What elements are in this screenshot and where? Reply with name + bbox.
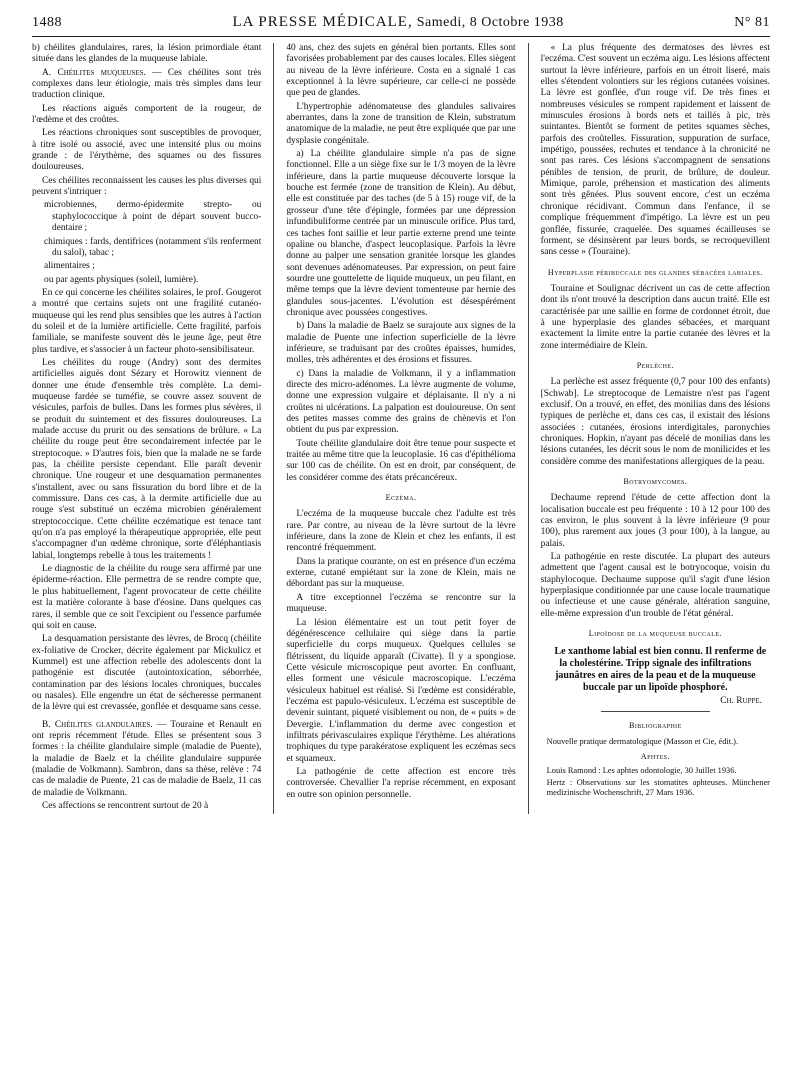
paragraph: b) chéilites glandulaires, rares, la lésion primordiale étant située dans les glandes de la muqueuse labiale. [32,43,262,65]
paragraph: La perlèche est assez fréquente (0,7 pour 100 des enfants) [Schwab]. Le streptocoque de Lemaistre n'est pas l'agent exclusif. On a trouvé, en effet, des monilias dans des lésions typiques de perlèche et, dans ces cas, il existait des lésions associées : cutanées, érosions interdigitales, paronychies chroniques. Hopkin, n'ayant pas décelé de monilias dans les lésions cutanées, les décrit sous le nom de monilicides et les considère comme des manifestations allergiques de la peau. [540,377,770,467]
section-heading: B. Chéilites glandulaires. — [42,719,167,730]
paragraph: L'hypertrophie adénomateuse des glandules salivaires aberrantes, dans la zone de transition de Klein, substratum anatomique de la maladie, ne peut être expliquée que par une dysplasie congénitale. [286,101,516,146]
paragraph: Ces affections se rencontrent surtout de 20 à [42,801,209,811]
section-heading-botryomycomes: Botryomycomes. [623,477,688,487]
list-item: alimentaires ; [44,261,95,272]
paragraph: L'eczéma de la muqueuse buccale chez l'adulte est très rare. Par contre, au niveau de la lèvre surtout de la lèvre inférieure, dans la zone de Klein et chez les enfants, il est rencontré fréquemment. [286,509,516,554]
paragraph: Les réactions aiguës comportent de la rougeur, de l'œdème et des croûtes. [32,103,262,126]
paragraph: Dechaume reprend l'étude de cette affection dont la localisation buccale est peu fréquente : 10 à 12 pour 100 des cas environ, le plus souvent à la lèvre inférieure (9 pour 100), plus rarement aux joues (3 pour 100), à la langue, au palais. [540,493,770,549]
paragraph: « La plus fréquente des dermatoses des lèvres est l'eczéma. C'est souvent un eczéma aigu. Les lésions affectent surtout la lèvre inférieure, parfois en un étroit liseré, mais elles s'étendent volontiers sur les régions cutanées voisines. La lèvre est gonflée, d'un rouge vif. De très fines et nombreuses vésicules se rompent rapidement et laissent de minuscules érosions à bords nets et taillés à pic, très suintantes. Bientôt se forment de petites squames sèches, parfois des croûtelles. Fissuration, suppuration de surface, impétigo, poussées, rechutes et tendance à la chronicité ne sont pas rares. Ces lésions s'accompagnent de sensations pénibles de tension, de prurit, de brûlure, de douleur. Mimique, parole, préhension et mastication des aliments sont très gênées. Plus souvent encore, c'est un eczéma chronique récidivant. Commun dans l'enfance, il se complique fréquemment d'impétigo. La lèvre est un peu gonflée, fissurée, craquelée. Des squames écailleuses se forment, se désinsèrent par leurs bords, se recroquevillent sans cesse » (Touraine). [540,43,770,258]
paragraph: A titre exceptionnel l'eczéma se rencontre sur la muqueuse. [286,592,516,615]
journal-page [32,14,770,1074]
page-number: 1488 [32,15,62,30]
section-text: Touraine et Renault en ont repris récemment l'étude. Elles se présentent sous 3 formes : la chéilite glandulaire simple (maladie de Puente), la maladie de Baelz et la chéilite glandulaire suppurée (maladie de Volkmann). Sambron, dans sa thèse, relève : 74 cas de maladie de Puente, 21 cas de maladie de Baelz, 11 cas de maladie de Volkmann. [32,719,262,798]
bibliography-entry: Nouvelle pratique dermatologique (Masson et Cie, édit.). [546,737,739,747]
paragraph: En ce qui concerne les chéilites solaires, le prof. Gougerot a montré que certains sujets ont une fragilité cutanéo-muqueuse qui les rend plus sensibles que les autres à l'action du soleil et de la lumière artificielle. Cette fragilité, parfois familiale, se manifeste souvent dès le jeune âge, peut être plus tardive, et s'associer à un facteur photo-sensibilisateur. [32,287,262,355]
paragraph: 40 ans, chez des sujets en général bien portants. Elles sont favorisées probablement par des causes locales. Elles siègent au niveau de la lèvre inférieure. Costa en a signalé 1 cas exceptionnel à la lèvre supérieure, car celle-ci ne possède que peu de glandes. [286,43,516,99]
paragraph: La desquamation persistante des lèvres, de Brocq (chéilite ex-foliative de Crocker, décrite également par Mickulicz et Kummel) est une affection rebelle des adolescents dont la pathogénie est discutée (autointoxication, séborrhée, contamination par des lésions locales chroniques, buccales ou nasales). Elle engendre un état de sécheresse permanent de la lèvre qui est crevassée, gonflée et desquame sans cesse. [32,634,262,713]
issue-date: Samedi, 8 Octobre 1938 [416,15,564,30]
journal-title: LA PRESSE MÉDICALE, [232,14,413,30]
paragraph-emphasis: Le xanthome labial est bien connu. Il renferme de la cholestérine. Tripp signale des infiltrations jaunâtres en aires de la peau et de la muqueuse buccale par un lipoïde phosphoré. [554,645,767,693]
paragraph: Le diagnostic de la chéilite du rouge sera affirmé par une épiderme-réaction. Elle permettra de se rendre compte que, le plus habituellement, l'agent provocateur de cette chéilite est la matière colorante à base d'éosine. Dans quelques cas rares, il semble que ce soit l'excipient ou l'essence parfumée qui soit en cause. [32,564,262,631]
column-rule [273,43,274,814]
bibliography-entry: Hertz : Observations sur les stomatites aphteuses. Münchener medizinische Wochenschrift, 27 Mars 1936. [546,777,770,797]
section-a [32,68,261,102]
section-heading: A. Chéilites muqueuses. — [42,67,162,78]
list-item: chimiques : fards, dentifrices (notamment s'ils renferment du salol), tabac ; [44,236,262,258]
page-header [32,14,770,37]
column-rule [528,43,529,814]
paragraph: Ces chéilites reconnaissent les causes les plus diverses qui peuvent s'intriquer : [32,175,262,198]
section-heading-eczema: Eczéma. [385,493,417,503]
paragraph: b) Dans la maladie de Baelz se surajoute aux signes de la maladie de Puente une infection superficielle de la lèvre inférieure, se traduisant par des croûtes épaisses, humides, molles, très adhérentes et des érosions et fissures. [286,321,516,366]
paragraph: La pathogénie en reste discutée. La plupart des auteurs admettent que l'agent causal est le botryocoque, voisin du staphylocoque. Dechaume suppose qu'il s'agit d'une lésion hyperplasique conditionnée par une cause locale traumatique ou infectieuse et une cause générale, altération sanguine, elle-même expression d'un trouble de l'état général. [540,552,770,619]
section-heading-lipoidose: Lipoïdose de la muqueuse buccale. [588,629,722,639]
section-b [32,720,261,799]
paragraph: c) Dans la maladie de Volkmann, il y a inflammation directe des micro-adénomes. La lèvre augmente de volume, donne une expression vulgaire et déplaisante. Il n'y a ni croûtes ni ulcérations. La palpation est douloureuse. On sent des petites masses comme des grains de chènevis et l'on obtient du pus par expression. [286,368,516,436]
paragraph: Toute chéilite glandulaire doit être tenue pour suspecte et traitée au même titre que la leucoplasie. 16 cas d'épithélioma sur 100 cas de chéilite. On est en droit, par conséquent, de les considérer comme des états précancéreux. [286,438,516,483]
bibliography-heading: Bibliographie [628,720,682,730]
paragraph: Touraine et Soulignac décrivent un cas de cette affection dont ils n'ont trouvé la description dans aucun traité. Elle est caractérisée par une saillie en forme de cordonnet étroit, due à une hyperplasie des glandes sébacées, et marquant exactement la limite entre la partie cutanée des lèvres et la zone intermédiaire de Klein. [540,283,770,351]
section-heading-hyperplasie: Hyperplasie péribuccale des glandes sébacées labiales. [547,267,763,277]
list-item: ou par agents physiques (soleil, lumière). [44,274,199,285]
paragraph: a) La chéilite glandulaire simple n'a pas de signe fonctionnel. Elle a un siège fixe sur le 1/3 moyen de la lèvre inférieure, dans la partie muqueuse découverte lorsque la bouche est fermée (zone de transition de Klein). Au début, elle est constituée par des taches (de 5 à 15) rouge vif, de la grosseur d'une tête d'épingle, formées par une dépression infundibuliforme centrée par un minuscule orifice. Plus tard, ces taches font saillie et leur partie externe prend une teinte opaline ou blanche, d'aspect leucoplasique. Parfois la lèvre donne au palper une sensation granitée lorsque les glandes sont devenues adénomateuses. Par expression, on peut faire sourdre une gouttelette de liquide muqueux, un peu filant, en même temps que la lèvre devient tomenteuse par hernie des glandules sous-jacentes. L'évolution est désespérément chronique avec poussées congestives. [286,149,516,318]
list-item: microbiennes, dermo-épidermite strepto- ou staphylococcique à point de départ souvent bucco-dentaire ; [44,200,262,234]
section-heading-perleche: Perlèche. [636,360,674,370]
author-signature: Ch. Ruppe. [720,695,762,706]
issue-number: N° 81 [734,15,770,30]
bibliography-entry: Louis Ramond : Les aphtes odontologie, 30 Juillet 1936. [546,765,737,775]
paragraph: La pathogénie de cette affection est encore très controversée. Chevallier l'a reprise récemment, en exposant en outre son opinion personnelle. [286,766,516,800]
divider [601,711,710,712]
bibliography-subheading: Aphtes. [640,752,670,762]
journal-masthead [232,14,563,31]
column-2 [286,43,515,814]
paragraph: Les réactions chroniques sont susceptibles de provoquer, à titre isolé ou associé, avec une intensité plus ou moins grande : de l'érythème, des squames ou des fissures douloureuses. [32,128,262,173]
column-1 [32,43,261,814]
paragraph: Les chéilites du rouge (Andry) sont des dermites artificielles aiguës dont Sézary et Horowitz viennent de donner une étude d'ensemble très complète. La demi-muqueuse fardée se tuméfie, se couvre assez souvent de vésicules, parfois de bulles. Dans les formes plus sévères, il se produit du suintement et des fissures douloureuses. La malade accuse du prurit ou des sensations de brûlure. « La chéilite du rouge peut être secondairement infectée par le streptocoque. » D'autres fois, bien que la malade ne se farde pas, la chéilite persiste cependant. Elle paraît devenir chronique. Une rougeur et une desquamation permanentes s'installent, avec ou sans fissuration du bord libre et de la commissure. Dans ces cas, à la dermite artificielle due au rouge s'est substitué un eczéma microbien généralement streptococcique. Cette chéilite eczématique est tenace tant qu'on n'a pas employé la thérapeutique appropriée, elle peut s'accompagner d'un œdème chronique, sorte d'éléphantiasis labial, longtemps rebelle à tous les traitements ! [32,357,262,561]
paragraph: Dans la pratique courante, on est en présence d'un eczéma externe, cutané empiétant sur la zone de Klein, mais ne débordant pas sur la muqueuse. [286,556,516,590]
column-3 [541,43,770,814]
section-text: Ces chéilites sont très complexes dans leur étiologie, mais très simples dans leur traduction clinique. [32,67,262,101]
paragraph: La lésion élémentaire est un tout petit foyer de dégénérescence cellulaire qui siège dans la partie superficielle du corps muqueux. Quelques cellules se flétrissent, du liquide apparaît (Civatte). Il y a spongiose. Cette vésicule microscopique peut avorter. En confluant, elles forment une vésicule macroscopique. L'eczéma vésiculeux habituel est réalisé. Si l'œdème est considérable, l'eczéma est papulo-vésiculeux. L'eczéma est susceptible de devenir suintant, piqueté visiblement ou non, de « puits » de Devergie. L'inflammation du derme avec congestion et infiltrats périvasculaires explique l'érythème. Les altérations trophiques du type parakératose expliquent les eczémas secs et squameux. [286,617,516,764]
article-columns [32,43,770,814]
